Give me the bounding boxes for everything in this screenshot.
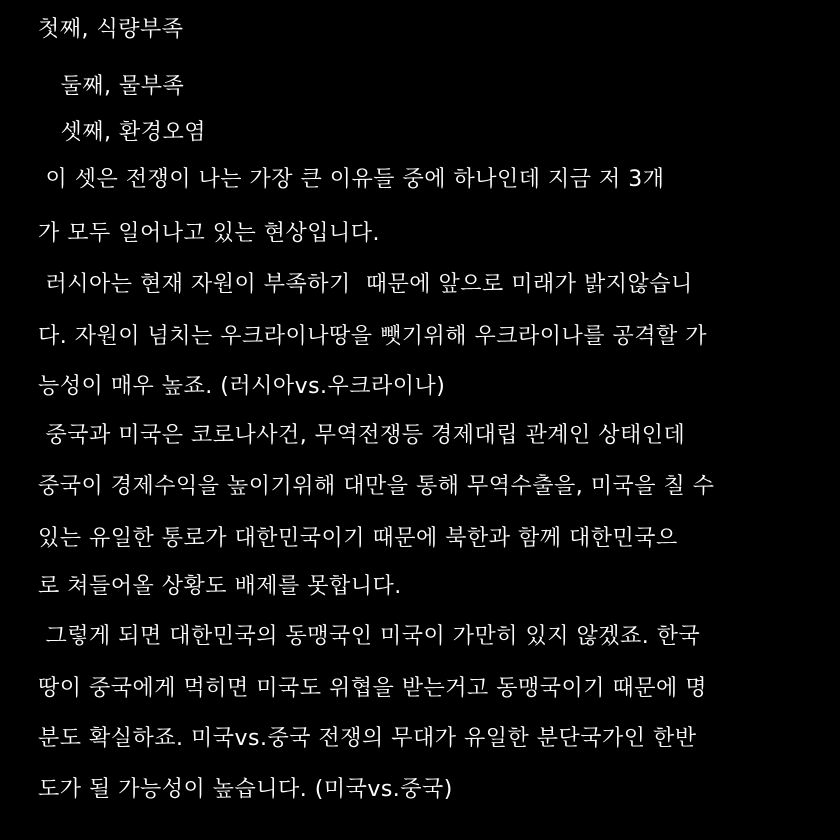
- text-line: 그렇게 되면 대한민국의 동맹국인 미국이 가만히 있지 않겠죠. 한국: [38, 624, 701, 649]
- text-line: 이 셋은 전쟁이 나는 가장 큰 이유들 중에 하나인데 지금 저 3개: [38, 167, 665, 192]
- text-line: 능성이 매우 높죠. (러시아vs.우크라이나): [38, 374, 446, 399]
- text-line: 분도 확실하죠. 미국vs.중국 전쟁의 무대가 유일한 분단국가인 한반: [38, 726, 697, 751]
- text-line: 로 쳐들어올 상황도 배제를 못합니다.: [38, 574, 402, 599]
- text-line: 중국과 미국은 코로나사건, 무역전쟁등 경제대립 관계인 상태인데: [38, 423, 686, 448]
- text-line: 도가 될 가능성이 높습니다. (미국vs.중국): [38, 777, 453, 802]
- text-line: 땅이 중국에게 먹히면 미국도 위협을 받는거고 동맹국이기 때문에 명: [38, 676, 708, 701]
- text-line: 가 모두 일어나고 있는 현상입니다.: [38, 221, 380, 246]
- text-line: 중국이 경제수익을 높이기위해 대만을 통해 무역수출을, 미국을 칠 수: [38, 474, 715, 499]
- text-line: 러시아는 현재 자원이 부족하기 때문에 앞으로 미래가 밝지않습니: [38, 272, 693, 297]
- text-line: 있는 유일한 통로가 대한민국이기 때문에 북한과 함께 대한민국으: [38, 526, 678, 551]
- text-line: 셋째, 환경오염: [38, 120, 206, 145]
- text-line: 다. 자원이 넘치는 우크라이나땅을 뺏기위해 우크라이나를 공격할 가: [38, 324, 708, 349]
- text-line: 둘째, 물부족: [38, 74, 185, 99]
- text-line: 첫째, 식량부족: [38, 17, 184, 42]
